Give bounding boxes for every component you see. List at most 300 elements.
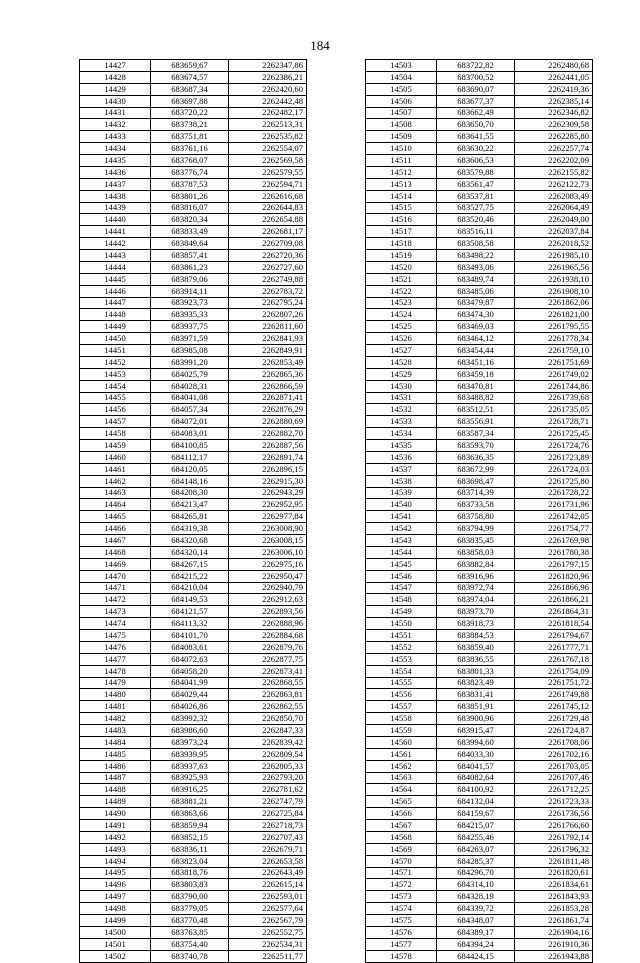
table-row <box>80 523 307 535</box>
x-coordinate-cell: 683986,60 <box>151 725 229 737</box>
y-coordinate-cell: 2262441,05 <box>515 71 593 83</box>
point-number-cell: 14468 <box>80 546 151 558</box>
table-row <box>366 950 593 962</box>
y-coordinate-cell: 2261904,16 <box>515 926 593 938</box>
point-number-cell: 14562 <box>366 760 437 772</box>
point-number-cell: 14475 <box>80 630 151 642</box>
y-coordinate-cell: 2262018,52 <box>515 238 593 250</box>
x-coordinate-cell: 683761,16 <box>151 143 229 155</box>
point-number-cell: 14528 <box>366 356 437 368</box>
table-row <box>80 71 307 83</box>
x-coordinate-cell: 683801,33 <box>437 665 515 677</box>
point-number-cell: 14534 <box>366 428 437 440</box>
point-number-cell: 14446 <box>80 285 151 297</box>
table-row <box>80 83 307 95</box>
table-row <box>366 95 593 107</box>
x-coordinate-cell: 684210,04 <box>151 582 229 594</box>
point-number-cell: 14556 <box>366 689 437 701</box>
table-row <box>80 558 307 570</box>
y-coordinate-cell: 2262083,49 <box>515 190 593 202</box>
table-row <box>366 475 593 487</box>
y-coordinate-cell: 2261751,69 <box>515 356 593 368</box>
table-row <box>80 594 307 606</box>
table-row <box>366 238 593 250</box>
table-row <box>80 855 307 867</box>
y-coordinate-cell: 2261749,02 <box>515 368 593 380</box>
point-number-cell: 14441 <box>80 226 151 238</box>
y-coordinate-cell: 2261707,46 <box>515 772 593 784</box>
table-row <box>80 713 307 725</box>
y-coordinate-cell: 2261861,74 <box>515 915 593 927</box>
y-coordinate-cell: 2261702,16 <box>515 748 593 760</box>
point-number-cell: 14460 <box>80 451 151 463</box>
y-coordinate-cell: 2262940,79 <box>229 582 307 594</box>
table-row <box>366 938 593 950</box>
x-coordinate-cell: 683451,16 <box>437 356 515 368</box>
point-number-cell: 14461 <box>80 463 151 475</box>
table-row <box>80 107 307 119</box>
y-coordinate-cell: 2262577,64 <box>229 903 307 915</box>
x-coordinate-cell: 683916,25 <box>151 784 229 796</box>
point-number-cell: 14500 <box>80 926 151 938</box>
table-row <box>366 107 593 119</box>
x-coordinate-cell: 683882,84 <box>437 558 515 570</box>
y-coordinate-cell: 2261853,28 <box>515 903 593 915</box>
table-row <box>80 356 307 368</box>
table-row <box>80 333 307 345</box>
x-coordinate-cell: 684041,57 <box>437 760 515 772</box>
x-coordinate-cell: 684389,17 <box>437 926 515 938</box>
table-row <box>80 131 307 143</box>
table-row <box>366 416 593 428</box>
point-number-cell: 14505 <box>366 83 437 95</box>
y-coordinate-cell: 2262863,81 <box>229 689 307 701</box>
y-coordinate-cell: 2262896,15 <box>229 463 307 475</box>
table-row <box>366 428 593 440</box>
y-coordinate-cell: 2262654,88 <box>229 214 307 226</box>
y-coordinate-cell: 2262616,68 <box>229 190 307 202</box>
y-coordinate-cell: 2262442,48 <box>229 95 307 107</box>
table-row <box>366 653 593 665</box>
table-row <box>80 546 307 558</box>
table-row <box>366 71 593 83</box>
y-coordinate-cell: 2262950,47 <box>229 570 307 582</box>
y-coordinate-cell: 2261728,22 <box>515 487 593 499</box>
table-row <box>366 131 593 143</box>
x-coordinate-cell: 683859,94 <box>151 820 229 832</box>
y-coordinate-cell: 2262977,84 <box>229 511 307 523</box>
x-coordinate-cell: 683836,11 <box>151 843 229 855</box>
y-coordinate-cell: 2262847,33 <box>229 725 307 737</box>
table-row <box>80 309 307 321</box>
point-number-cell: 14519 <box>366 250 437 262</box>
point-number-cell: 14485 <box>80 748 151 760</box>
table-row <box>366 523 593 535</box>
x-coordinate-cell: 683579,88 <box>437 166 515 178</box>
table-row <box>80 630 307 642</box>
table-row <box>366 285 593 297</box>
point-number-cell: 14543 <box>366 535 437 547</box>
table-row <box>366 630 593 642</box>
x-coordinate-cell: 684041,08 <box>151 392 229 404</box>
point-number-cell: 14445 <box>80 273 151 285</box>
x-coordinate-cell: 683770,48 <box>151 915 229 927</box>
x-coordinate-cell: 684320,68 <box>151 535 229 547</box>
table-row <box>366 321 593 333</box>
y-coordinate-cell: 2263008,90 <box>229 523 307 535</box>
table-row <box>366 831 593 843</box>
y-coordinate-cell: 2261766,60 <box>515 820 593 832</box>
y-coordinate-cell: 2261703,05 <box>515 760 593 772</box>
table-row <box>366 594 593 606</box>
x-coordinate-cell: 684025,79 <box>151 368 229 380</box>
table-row <box>80 143 307 155</box>
point-number-cell: 14539 <box>366 487 437 499</box>
y-coordinate-cell: 2261818,54 <box>515 618 593 630</box>
x-coordinate-cell: 684072,63 <box>151 653 229 665</box>
y-coordinate-cell: 2262419,36 <box>515 83 593 95</box>
point-number-cell: 14509 <box>366 131 437 143</box>
x-coordinate-cell: 683662,49 <box>437 107 515 119</box>
point-number-cell: 14497 <box>80 891 151 903</box>
x-coordinate-cell: 684319,38 <box>151 523 229 535</box>
point-number-cell: 14486 <box>80 760 151 772</box>
page-number: 184 <box>310 38 330 53</box>
y-coordinate-cell: 2261759,10 <box>515 345 593 357</box>
y-coordinate-cell: 2261777,71 <box>515 641 593 653</box>
table-row <box>80 214 307 226</box>
y-coordinate-cell: 2261767,18 <box>515 653 593 665</box>
table-row <box>80 166 307 178</box>
point-number-cell: 14512 <box>366 166 437 178</box>
x-coordinate-cell: 683508,58 <box>437 238 515 250</box>
point-number-cell: 14431 <box>80 107 151 119</box>
y-coordinate-cell: 2262887,56 <box>229 440 307 452</box>
point-number-cell: 14477 <box>80 653 151 665</box>
table-row <box>80 511 307 523</box>
y-coordinate-cell: 2261943,88 <box>515 950 593 962</box>
point-number-cell: 14435 <box>80 155 151 167</box>
x-coordinate-cell: 684058,20 <box>151 665 229 677</box>
point-number-cell: 14464 <box>80 499 151 511</box>
y-coordinate-cell: 2261708,06 <box>515 736 593 748</box>
point-number-cell: 14438 <box>80 190 151 202</box>
table-row <box>80 60 307 72</box>
x-coordinate-cell: 683489,74 <box>437 273 515 285</box>
table-row <box>80 345 307 357</box>
y-coordinate-cell: 2262718,73 <box>229 820 307 832</box>
table-row <box>80 926 307 938</box>
x-coordinate-cell: 683823,04 <box>151 855 229 867</box>
y-coordinate-cell: 2262841,93 <box>229 333 307 345</box>
y-coordinate-cell: 2261795,55 <box>515 321 593 333</box>
point-number-cell: 14496 <box>80 879 151 891</box>
point-number-cell: 14491 <box>80 820 151 832</box>
y-coordinate-cell: 2262912,63 <box>229 594 307 606</box>
y-coordinate-cell: 2262579,55 <box>229 166 307 178</box>
table-row <box>80 582 307 594</box>
point-number-cell: 14524 <box>366 309 437 321</box>
y-coordinate-cell: 2262811,60 <box>229 321 307 333</box>
y-coordinate-cell: 2261780,38 <box>515 546 593 558</box>
y-coordinate-cell: 2261724,03 <box>515 463 593 475</box>
table-row <box>366 463 593 475</box>
x-coordinate-cell: 683469,03 <box>437 321 515 333</box>
y-coordinate-cell: 2262049,00 <box>515 214 593 226</box>
y-coordinate-cell: 2262653,58 <box>229 855 307 867</box>
table-row <box>366 736 593 748</box>
table-row <box>80 843 307 855</box>
table-row <box>80 238 307 250</box>
point-number-cell: 14428 <box>80 71 151 83</box>
point-number-cell: 14498 <box>80 903 151 915</box>
x-coordinate-cell: 683630,22 <box>437 143 515 155</box>
y-coordinate-cell: 2262807,26 <box>229 309 307 321</box>
x-coordinate-cell: 683768,07 <box>151 155 229 167</box>
x-coordinate-cell: 683803,83 <box>151 879 229 891</box>
table-row <box>80 689 307 701</box>
point-number-cell: 14527 <box>366 345 437 357</box>
point-number-cell: 14495 <box>80 867 151 879</box>
y-coordinate-cell: 2261820,96 <box>515 570 593 582</box>
point-number-cell: 14456 <box>80 404 151 416</box>
x-coordinate-cell: 684213,47 <box>151 499 229 511</box>
x-coordinate-cell: 683690,07 <box>437 83 515 95</box>
x-coordinate-cell: 683823,49 <box>437 677 515 689</box>
x-coordinate-cell: 684285,37 <box>437 855 515 867</box>
point-number-cell: 14522 <box>366 285 437 297</box>
coordinates-table-right <box>365 59 593 963</box>
point-number-cell: 14490 <box>80 808 151 820</box>
x-coordinate-cell: 684121,57 <box>151 606 229 618</box>
y-coordinate-cell: 2262880,69 <box>229 416 307 428</box>
y-coordinate-cell: 2262643,49 <box>229 867 307 879</box>
table-row <box>80 879 307 891</box>
x-coordinate-cell: 684208,30 <box>151 487 229 499</box>
table-row <box>80 416 307 428</box>
point-number-cell: 14463 <box>80 487 151 499</box>
x-coordinate-cell: 684132,04 <box>437 796 515 808</box>
table-row <box>80 202 307 214</box>
y-coordinate-cell: 2262876,29 <box>229 404 307 416</box>
x-coordinate-cell: 683861,23 <box>151 261 229 273</box>
y-coordinate-cell: 2262569,58 <box>229 155 307 167</box>
table-row <box>80 677 307 689</box>
table-row <box>366 333 593 345</box>
y-coordinate-cell: 2262567,79 <box>229 915 307 927</box>
y-coordinate-cell: 2262679,71 <box>229 843 307 855</box>
table-row <box>80 618 307 630</box>
table-row <box>80 250 307 262</box>
y-coordinate-cell: 2262554,07 <box>229 143 307 155</box>
x-coordinate-cell: 683985,08 <box>151 345 229 357</box>
x-coordinate-cell: 683974,04 <box>437 594 515 606</box>
point-number-cell: 14540 <box>366 499 437 511</box>
point-number-cell: 14457 <box>80 416 151 428</box>
table-row <box>366 261 593 273</box>
x-coordinate-cell: 683794,99 <box>437 523 515 535</box>
x-coordinate-cell: 683971,59 <box>151 333 229 345</box>
point-number-cell: 14479 <box>80 677 151 689</box>
point-number-cell: 14442 <box>80 238 151 250</box>
table-row <box>80 938 307 950</box>
point-number-cell: 14467 <box>80 535 151 547</box>
x-coordinate-cell: 683606,53 <box>437 155 515 167</box>
table-row <box>366 820 593 832</box>
y-coordinate-cell: 2261745,12 <box>515 701 593 713</box>
y-coordinate-cell: 2262725,84 <box>229 808 307 820</box>
x-coordinate-cell: 683474,30 <box>437 309 515 321</box>
point-number-cell: 14458 <box>80 428 151 440</box>
x-coordinate-cell: 683516,11 <box>437 226 515 238</box>
point-number-cell: 14502 <box>80 950 151 962</box>
y-coordinate-cell: 2261723,33 <box>515 796 593 808</box>
table-row <box>366 606 593 618</box>
x-coordinate-cell: 683470,81 <box>437 380 515 392</box>
y-coordinate-cell: 2262513,31 <box>229 119 307 131</box>
table-row <box>366 677 593 689</box>
table-row <box>366 202 593 214</box>
point-number-cell: 14557 <box>366 701 437 713</box>
point-number-cell: 14447 <box>80 297 151 309</box>
x-coordinate-cell: 683520,46 <box>437 214 515 226</box>
table-row <box>80 297 307 309</box>
table-row <box>366 214 593 226</box>
point-number-cell: 14520 <box>366 261 437 273</box>
coordinates-table-left <box>79 59 307 963</box>
table-row <box>366 784 593 796</box>
point-number-cell: 14529 <box>366 368 437 380</box>
y-coordinate-cell: 2262809,54 <box>229 748 307 760</box>
point-number-cell: 14574 <box>366 903 437 915</box>
point-number-cell: 14488 <box>80 784 151 796</box>
table-row <box>80 261 307 273</box>
x-coordinate-cell: 683650,70 <box>437 119 515 131</box>
table-row <box>366 60 593 72</box>
point-number-cell: 14507 <box>366 107 437 119</box>
table-row <box>366 535 593 547</box>
point-number-cell: 14469 <box>80 558 151 570</box>
table-row <box>366 368 593 380</box>
point-number-cell: 14555 <box>366 677 437 689</box>
x-coordinate-cell: 683833,49 <box>151 226 229 238</box>
x-coordinate-cell: 684348,07 <box>437 915 515 927</box>
x-coordinate-cell: 683858,03 <box>437 546 515 558</box>
x-coordinate-cell: 683863,66 <box>151 808 229 820</box>
point-number-cell: 14565 <box>366 796 437 808</box>
x-coordinate-cell: 683537,81 <box>437 190 515 202</box>
x-coordinate-cell: 683751,81 <box>151 131 229 143</box>
y-coordinate-cell: 2263006,10 <box>229 546 307 558</box>
table-row <box>80 653 307 665</box>
table-row <box>80 285 307 297</box>
x-coordinate-cell: 684029,44 <box>151 689 229 701</box>
y-coordinate-cell: 2261796,32 <box>515 843 593 855</box>
x-coordinate-cell: 683972,74 <box>437 582 515 594</box>
x-coordinate-cell: 684328,19 <box>437 891 515 903</box>
point-number-cell: 14436 <box>80 166 151 178</box>
point-number-cell: 14571 <box>366 867 437 879</box>
x-coordinate-cell: 683479,87 <box>437 297 515 309</box>
table-row <box>80 891 307 903</box>
table-row <box>80 772 307 784</box>
table-row <box>80 368 307 380</box>
x-coordinate-cell: 684159,67 <box>437 808 515 820</box>
x-coordinate-cell: 683851,91 <box>437 701 515 713</box>
y-coordinate-cell: 2262535,82 <box>229 131 307 143</box>
y-coordinate-cell: 2262871,41 <box>229 392 307 404</box>
point-number-cell: 14523 <box>366 297 437 309</box>
x-coordinate-cell: 683937,75 <box>151 321 229 333</box>
point-number-cell: 14516 <box>366 214 437 226</box>
x-coordinate-cell: 684265,81 <box>151 511 229 523</box>
table-row <box>366 641 593 653</box>
table-row <box>80 475 307 487</box>
point-number-cell: 14482 <box>80 713 151 725</box>
x-coordinate-cell: 683816,07 <box>151 202 229 214</box>
y-coordinate-cell: 2261744,86 <box>515 380 593 392</box>
point-number-cell: 14537 <box>366 463 437 475</box>
y-coordinate-cell: 2261864,31 <box>515 606 593 618</box>
table-row <box>366 297 593 309</box>
point-number-cell: 14561 <box>366 748 437 760</box>
point-number-cell: 14448 <box>80 309 151 321</box>
x-coordinate-cell: 683935,33 <box>151 309 229 321</box>
point-number-cell: 14544 <box>366 546 437 558</box>
table-row <box>366 855 593 867</box>
x-coordinate-cell: 684215,22 <box>151 570 229 582</box>
x-coordinate-cell: 683779,05 <box>151 903 229 915</box>
x-coordinate-cell: 684424,15 <box>437 950 515 962</box>
table-row <box>366 392 593 404</box>
point-number-cell: 14547 <box>366 582 437 594</box>
x-coordinate-cell: 683859,40 <box>437 641 515 653</box>
point-number-cell: 14567 <box>366 820 437 832</box>
table-row <box>366 166 593 178</box>
y-coordinate-cell: 2261985,10 <box>515 250 593 262</box>
point-number-cell: 14452 <box>80 356 151 368</box>
table-row <box>80 725 307 737</box>
point-number-cell: 14517 <box>366 226 437 238</box>
point-number-cell: 14474 <box>80 618 151 630</box>
point-number-cell: 14535 <box>366 440 437 452</box>
point-number-cell: 14462 <box>80 475 151 487</box>
x-coordinate-cell: 684339,72 <box>437 903 515 915</box>
x-coordinate-cell: 683697,88 <box>151 95 229 107</box>
y-coordinate-cell: 2262877,75 <box>229 653 307 665</box>
y-coordinate-cell: 2262480,68 <box>515 60 593 72</box>
x-coordinate-cell: 684072,01 <box>151 416 229 428</box>
x-coordinate-cell: 684112,17 <box>151 451 229 463</box>
point-number-cell: 14473 <box>80 606 151 618</box>
y-coordinate-cell: 2262534,31 <box>229 938 307 950</box>
y-coordinate-cell: 2262420,60 <box>229 83 307 95</box>
point-number-cell: 14429 <box>80 83 151 95</box>
point-number-cell: 14548 <box>366 594 437 606</box>
x-coordinate-cell: 684082,64 <box>437 772 515 784</box>
y-coordinate-cell: 2261769,98 <box>515 535 593 547</box>
y-coordinate-cell: 2262882,70 <box>229 428 307 440</box>
y-coordinate-cell: 2261843,93 <box>515 891 593 903</box>
table-row <box>366 404 593 416</box>
point-number-cell: 14466 <box>80 523 151 535</box>
y-coordinate-cell: 2261724,87 <box>515 725 593 737</box>
x-coordinate-cell: 683776,74 <box>151 166 229 178</box>
table-row <box>366 558 593 570</box>
table-row <box>80 273 307 285</box>
y-coordinate-cell: 2262122,73 <box>515 178 593 190</box>
y-coordinate-cell: 2261794,67 <box>515 630 593 642</box>
